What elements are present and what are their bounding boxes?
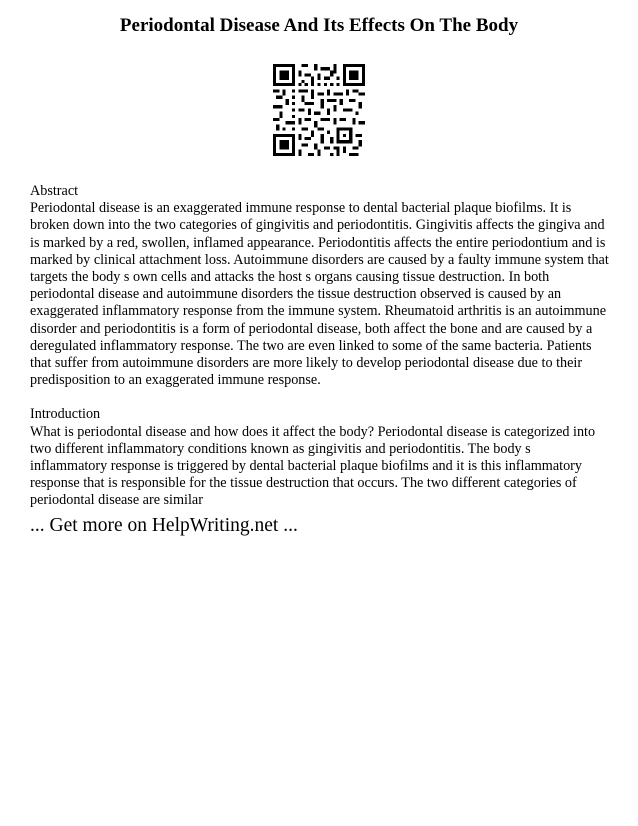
qr-code-icon bbox=[273, 64, 365, 156]
abstract-heading: Abstract bbox=[30, 183, 79, 199]
get-more-link[interactable]: ... Get more on HelpWriting.net ... bbox=[30, 515, 298, 536]
abstract-paragraph: Periodontal disease is an exaggerated immune response to dental bacterial plaque biofilms. It is broken down into the two categories of gingivitis and periodontitis. Gingivitis affects the gingiva and is marked by a red, swollen, inflamed appearance. Periodontitis affects the entire periodontium and is marked by clinical attachment loss. Autoimmune disorders are caused by a faulty immune system that targets the body s own cells and attacks the host s organs causing tissue destruction. In both periodontal disease and autoimmune disorders the tissue destruction observed is caused by an exaggerated inflammatory response from the immune system. Rheumatoid arthritis is an autoimmune disorder and periodontitis is a form of periodontal disease, both affect the bone and are caused by a deregulated inflammatory response. The two are even linked to some of the same bacteria. Patients that suffer from autoimmune disorders are more likely to develop periodontal disease due to their predisposition to an exaggerated immune response. bbox=[30, 200, 609, 389]
abstract-section bbox=[30, 183, 610, 389]
introduction-section bbox=[30, 406, 610, 509]
document-body bbox=[30, 183, 610, 527]
introduction-paragraph: What is periodontal disease and how does it affect the body? Periodontal disease is categorized into two different inflammatory conditions known as gingivitis and periodontitis. The body s inflammatory response is triggered by dental bacterial plaque biofilms and it is this inflammatory response that is responsible for the tissue destruction that occurs. The two different categories of periodontal disease are similar bbox=[30, 423, 596, 509]
document-title: Periodontal Disease And Its Effects On The Body bbox=[119, 15, 519, 36]
introduction-heading: Introduction bbox=[30, 406, 101, 423]
